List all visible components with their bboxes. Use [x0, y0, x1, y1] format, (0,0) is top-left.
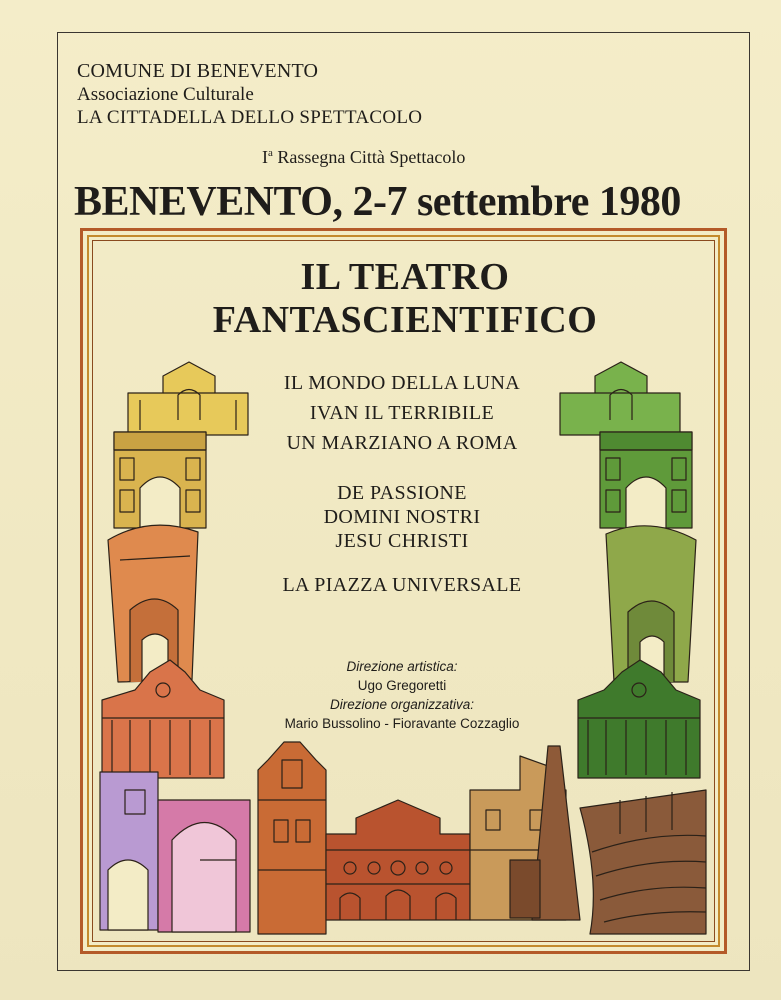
rust-tower	[258, 742, 326, 934]
show-item: LA PIAZZA UNIVERSALE	[282, 574, 522, 596]
title-line-1: IL TEATRO	[300, 256, 510, 298]
artistic-director-name: Ugo Gregoretti	[357, 678, 447, 693]
roman-theater	[580, 790, 706, 934]
show-item: DOMINI NOSTRI	[323, 506, 481, 528]
trajan-arch-left	[114, 432, 206, 528]
show-item: UN MARZIANO A ROMA	[286, 432, 518, 454]
artistic-direction-label: Direzione artistica:	[346, 659, 458, 674]
header-associazione: Associazione Culturale	[77, 84, 254, 105]
show-item: IVAN IL TERRIBILE	[309, 402, 495, 424]
orange-vault-left	[108, 525, 198, 682]
header-comune: COMUNE DI BENEVENTO	[77, 60, 319, 82]
rassegna-ordinal: I	[262, 147, 268, 167]
olive-vault-right	[606, 526, 696, 682]
purple-arches-left	[100, 772, 158, 930]
show-item: DE PASSIONE	[337, 482, 467, 504]
show-item: IL MONDO DELLA LUNA	[283, 372, 521, 394]
pink-arch-left	[158, 800, 250, 932]
credits-block	[230, 657, 574, 733]
event-dateline: BENEVENTO, 2-7 settembre 1980	[74, 179, 681, 225]
green-church-right	[560, 362, 680, 435]
organizational-direction-label: Direzione organizzativa:	[329, 697, 475, 712]
title-line-2: FANTASCIENTIFICO	[212, 299, 598, 341]
organizational-directors-names: Mario Bussolino - Fioravante Cozzaglio	[284, 716, 520, 731]
poster-title	[170, 256, 640, 342]
show-list	[230, 368, 574, 600]
trajan-arch-right	[600, 432, 692, 528]
header-cittadella: LA CITTADELLA DELLO SPETTACOLO	[77, 107, 423, 128]
cathedral-facade-center	[326, 800, 470, 920]
rassegna-ordinal-sup: a	[268, 147, 273, 159]
rassegna-text: Rassegna Città Spettacolo	[272, 147, 466, 167]
show-item: JESU CHRISTI	[335, 530, 469, 552]
